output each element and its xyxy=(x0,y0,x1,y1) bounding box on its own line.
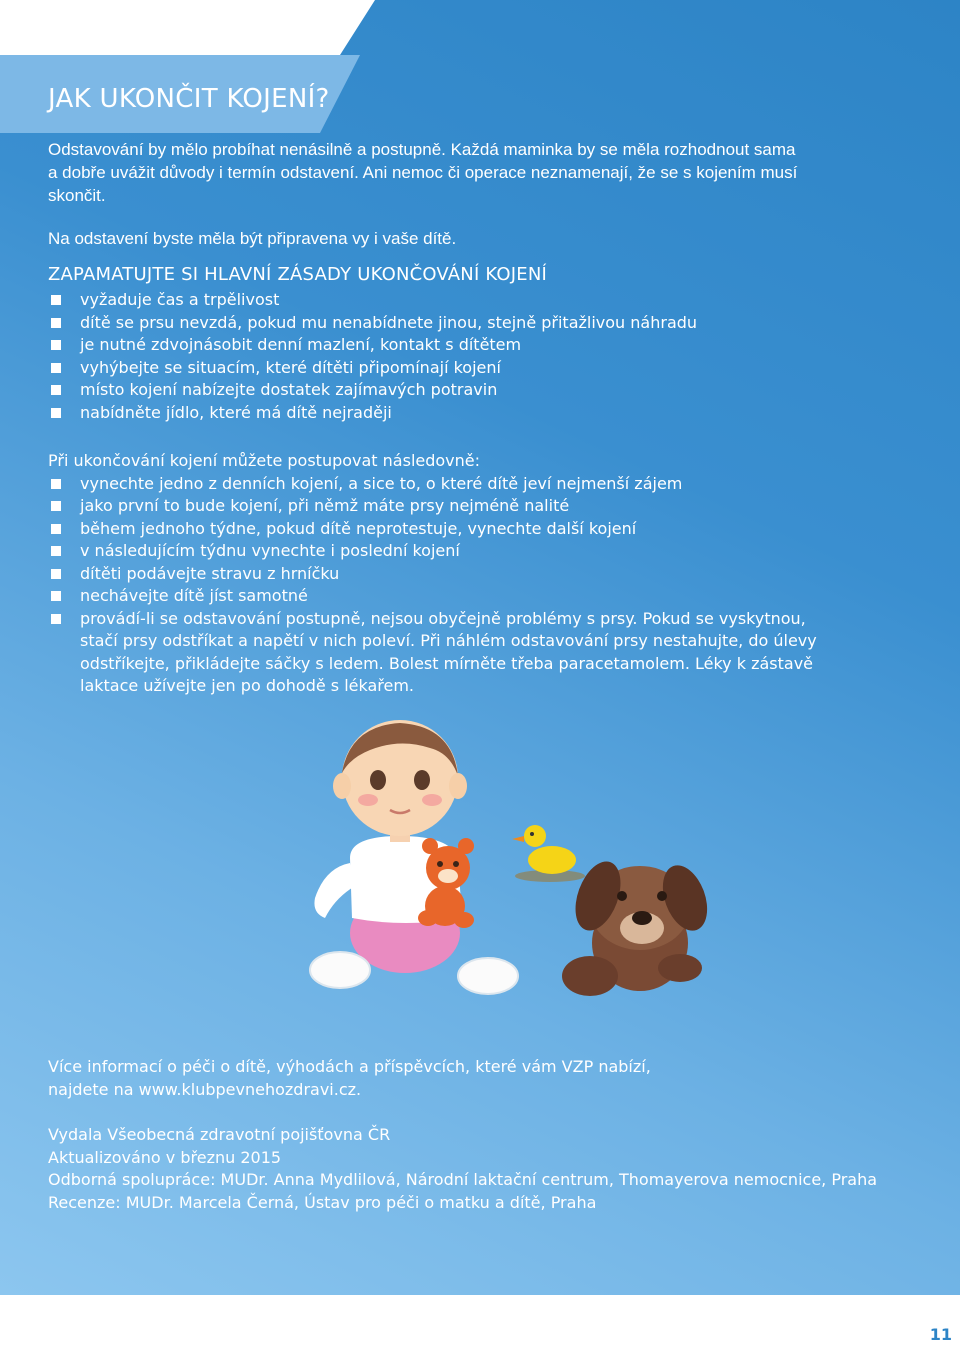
list-item-text: vyžaduje čas a trpělivost xyxy=(80,290,280,309)
list-item-text: dítě se prsu nevzdá, pokud mu nenabídnete jinou, stejně přitažlivou náhradu xyxy=(80,312,698,332)
plush-dog-icon xyxy=(562,855,715,996)
publisher: Vydala Všeobecná zdravotní pojišťovna ČR xyxy=(48,1125,391,1144)
square-bullet-icon xyxy=(51,318,61,328)
list-item xyxy=(48,357,918,380)
list-item xyxy=(48,312,918,335)
procedure-list xyxy=(48,473,918,698)
list-item-text: jako první to bude kojení, při němž máte prsy nejméně nalité xyxy=(80,496,570,515)
intro-paragraph xyxy=(48,138,918,207)
list-item xyxy=(48,379,918,402)
info-line: Více informací o péči o dítě, výhodách a příspěvcích, které vám VZP nabízí, xyxy=(48,1057,651,1076)
list-item xyxy=(48,495,918,518)
square-bullet-icon xyxy=(51,408,61,418)
page-number: 11 xyxy=(929,1325,952,1344)
list-item-line: stačí prsy odstříkat a napětí v nich poleví. Při náhlém odstavování prsy nestahujte, do úlevy xyxy=(80,631,817,650)
colophon xyxy=(48,1124,928,1214)
cooperation: Odborná spolupráce: MUDr. Anna Mydlilová, Národní laktační centrum, Thomayerova nemocnice, Praha xyxy=(48,1170,878,1189)
list-item xyxy=(48,289,918,312)
square-bullet-icon xyxy=(51,295,61,305)
page-title: JAK UKONČIT KOJENÍ? xyxy=(48,84,330,114)
square-bullet-icon xyxy=(51,591,61,601)
list-item-text: nabídněte jídlo, které má dítě nejraději xyxy=(80,402,392,422)
list-item-text: vynechte jedno z denních kojení, a sice to, o které dítě jeví nejmenší zájem xyxy=(80,473,683,493)
baby-with-toys-illustration xyxy=(280,718,720,1018)
square-bullet-icon xyxy=(51,363,61,373)
square-bullet-icon xyxy=(51,340,61,350)
list-item-line: provádí-li se odstavování postupně, nejsou obyčejně problémy s prsy. Pokud se vyskytnou, xyxy=(80,608,806,628)
list-item xyxy=(48,540,918,563)
baby-icon xyxy=(310,720,518,994)
procedure-section xyxy=(48,450,918,698)
list-item-line: laktace užívejte jen po dohodě s lékařem. xyxy=(80,676,415,695)
square-bullet-icon xyxy=(51,614,61,624)
list-item-text: místo kojení nabízejte dostatek zajímavých potravin xyxy=(80,380,498,399)
list-item xyxy=(48,608,918,698)
list-item-text: během jednoho týdne, pokud dítě neprotestuje, vynechte další kojení xyxy=(80,518,637,538)
updated: Aktualizováno v březnu 2015 xyxy=(48,1147,282,1167)
square-bullet-icon xyxy=(51,524,61,534)
square-bullet-icon xyxy=(51,501,61,511)
list-item-text: dítěti podávejte stravu z hrníčku xyxy=(80,563,340,583)
list-item xyxy=(48,334,918,357)
list-item-text: nechávejte dítě jíst samotné xyxy=(80,586,308,605)
list-item-line: odstříkejte, přikládejte sáčky s ledem. Bolest mírněte třeba paracetamolem. Léky k zástavě xyxy=(80,653,813,673)
intro-line: a dobře uvážit důvody i termín odstavení. Ani nemoc či operace neznamenají, že se s kojením musí xyxy=(48,163,798,182)
list-item-text: je nutné zdvojnásobit denní mazlení, kontakt s dítětem xyxy=(80,335,522,354)
procedure-heading: Při ukončování kojení můžete postupovat následovně: xyxy=(48,451,481,470)
list-item-text: vyhýbejte se situacím, které dítěti připomínají kojení xyxy=(80,357,501,377)
more-info xyxy=(48,1056,928,1101)
info-link-line: najdete na www.klubpevnehozdravi.cz. xyxy=(48,1079,362,1099)
list-item xyxy=(48,518,918,541)
principles-section xyxy=(48,264,918,424)
square-bullet-icon xyxy=(51,546,61,556)
list-item xyxy=(48,585,918,608)
review: Recenze: MUDr. Marcela Černá, Ústav pro péči o matku a dítě, Praha xyxy=(48,1192,597,1212)
list-item xyxy=(48,402,918,425)
square-bullet-icon xyxy=(51,385,61,395)
list-item xyxy=(48,563,918,586)
list-item xyxy=(48,473,918,496)
square-bullet-icon xyxy=(51,479,61,489)
intro-line: skončit. xyxy=(48,186,106,205)
preparation-text: Na odstavení byste měla být připravena vy i vaše dítě. xyxy=(48,229,457,248)
list-item-text: v následujícím týdnu vynechte i poslední kojení xyxy=(80,541,460,560)
intro-line: Odstavování by mělo probíhat nenásilně a postupně. Každá maminka by se měla rozhodnout sama xyxy=(48,140,796,159)
rubber-duck-icon xyxy=(512,825,585,882)
principles-list xyxy=(48,289,918,424)
square-bullet-icon xyxy=(51,569,61,579)
principles-heading: ZAPAMATUJTE SI HLAVNÍ ZÁSADY UKONČOVÁNÍ KOJENÍ xyxy=(48,264,548,285)
